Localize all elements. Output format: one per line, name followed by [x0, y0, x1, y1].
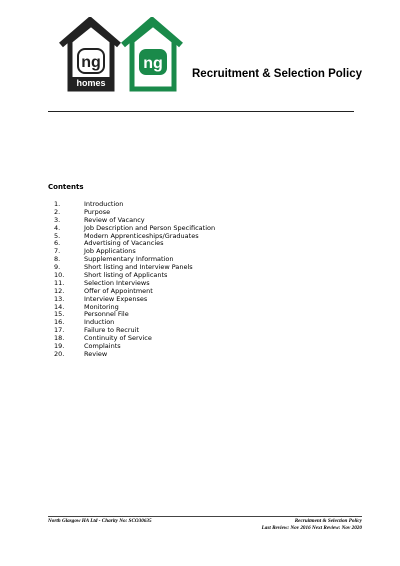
contents-item-number: 18.: [54, 334, 65, 343]
contents-item: [54, 351, 215, 359]
contents-heading: Contents: [48, 183, 84, 191]
contents-item: [54, 335, 215, 343]
contents-item-number: 17.: [54, 326, 65, 335]
contents-item-number: 15.: [54, 310, 65, 319]
svg-text:homes: homes: [76, 78, 106, 88]
footer-divider: [48, 516, 362, 517]
contents-item-title: Purpose: [84, 207, 111, 216]
contents-item-title: Review: [84, 349, 108, 358]
contents-item-number: 19.: [54, 342, 65, 351]
contents-item-number: 12.: [54, 286, 65, 295]
contents-item: [54, 201, 215, 209]
logos: [58, 17, 184, 93]
contents-item-number: 16.: [54, 318, 65, 327]
contents-item-title: Complaints: [84, 342, 121, 351]
contents-item-title: Short listing and Interview Panels: [84, 263, 193, 272]
contents-item-number: 11.: [54, 278, 65, 287]
contents-item: [54, 296, 215, 304]
logo-group: [58, 17, 184, 93]
contents-item-title: Induction: [84, 318, 115, 327]
contents-item-number: 2.: [54, 207, 61, 216]
contents-item-number: 6.: [54, 239, 61, 248]
title-divider: [48, 111, 354, 112]
contents-item-title: Continuity of Service: [84, 334, 152, 343]
contents-item-number: 20.: [54, 349, 65, 358]
contents-item-number: 10.: [54, 271, 65, 280]
contents-item-title: Review of Vacancy: [84, 215, 145, 224]
contents-item-title: Short listing of Applicants: [84, 271, 168, 280]
contents-item-title: Interview Expenses: [84, 294, 148, 303]
contents-item-title: Advertising of Vacancies: [84, 239, 164, 248]
contents-item-title: Monitoring: [84, 302, 119, 311]
contents-item-number: 9.: [54, 263, 61, 272]
contents-item-number: 7.: [54, 247, 61, 256]
contents-list: [54, 201, 215, 359]
contents-item-title: Supplementary Information: [84, 255, 174, 264]
contents-item-title: Modern Apprenticeships/Graduates: [84, 231, 199, 240]
contents-item-number: 14.: [54, 302, 65, 311]
footer-review-dates: Last Review: Nov 2016 Next Review: Nov 2020: [261, 525, 362, 531]
contents-item-number: 1.: [54, 200, 61, 208]
contents-item: [54, 311, 215, 319]
contents-item-title: Job Description and Person Specification: [84, 223, 216, 232]
footer-organisation: North Glasgow HA Ltd - Charity No: SCO30635: [48, 518, 152, 524]
ng-homes-logo: [61, 20, 119, 89]
contents-item-number: 5.: [54, 231, 61, 240]
ng-logo: [123, 20, 181, 89]
contents-item-title: Failure to Recruit: [84, 326, 139, 335]
contents-item-number: 3.: [54, 215, 61, 224]
contents-item-title: Job Applications: [84, 247, 136, 256]
contents-item-title: Selection Interviews: [84, 278, 150, 287]
svg-text:ng: ng: [143, 55, 163, 72]
footer-document-name: Recruitment & Selection Policy: [294, 518, 362, 524]
contents-item-number: 8.: [54, 255, 61, 264]
contents-item: [54, 343, 215, 351]
contents-item: [54, 304, 215, 312]
document-title: Recruitment & Selection Policy: [192, 68, 362, 80]
svg-text:ng: ng: [81, 54, 101, 71]
contents-item-title: Offer of Appointment: [84, 286, 153, 295]
contents-item-number: 4.: [54, 223, 61, 232]
contents-item-title: Personnel File: [84, 310, 129, 319]
contents-item-title: Introduction: [84, 200, 124, 208]
contents-item-number: 13.: [54, 294, 65, 303]
